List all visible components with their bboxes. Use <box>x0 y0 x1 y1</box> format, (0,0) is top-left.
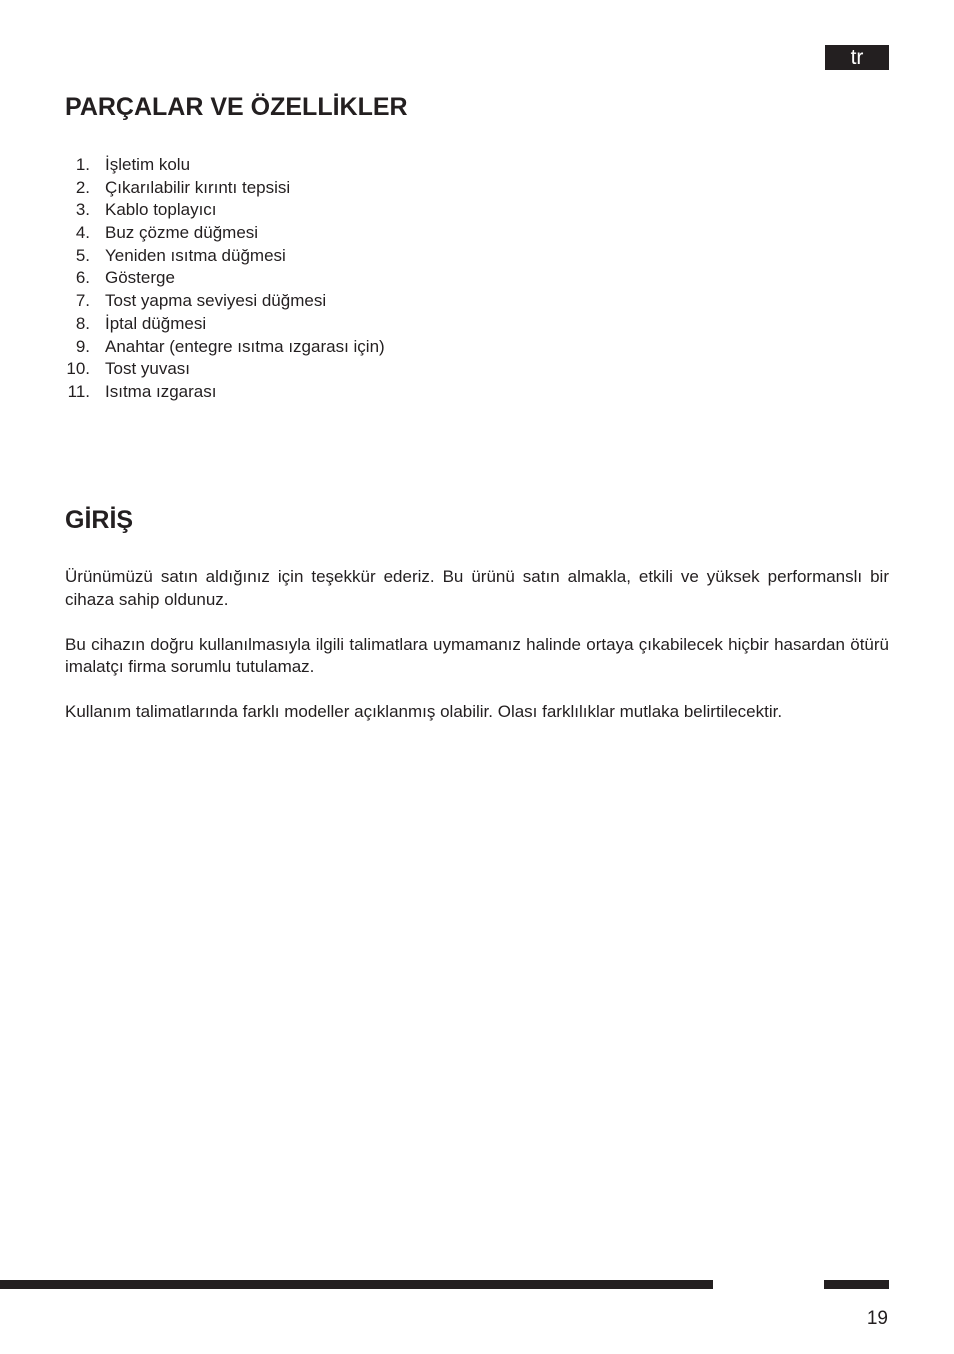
parts-list <box>64 154 385 404</box>
list-item <box>64 267 385 290</box>
item-label: Isıtma ızgarası <box>105 381 217 401</box>
item-number: 8. <box>75 313 90 333</box>
item-number: 4. <box>75 223 90 243</box>
item-number: 2. <box>75 177 90 197</box>
item-label: Buz çözme düğmesi <box>105 223 259 243</box>
list-item <box>64 358 385 381</box>
item-label: Kablo toplayıcı <box>105 200 217 220</box>
list-item <box>64 245 385 268</box>
item-number: 9. <box>75 336 90 356</box>
intro-body <box>65 566 889 746</box>
intro-paragraph: Bu cihazın doğru kullanılmasıyla ilgili talimatlara uymamanız halinde ortaya çıkabilecek hiçbir hasardan ötürü imalatçı firma sorumlu tutulamaz. <box>65 634 889 676</box>
item-label: Tost yuvası <box>105 359 191 379</box>
intro-paragraph: Kullanım talimatlarında farklı modeller açıklanmış olabilir. Olası farklılıklar mutlaka belirtilecektir. <box>65 702 783 721</box>
list-item <box>64 222 385 245</box>
list-item <box>64 154 385 177</box>
intro-section-title: GİRİŞ <box>65 506 134 534</box>
language-tab: tr <box>825 45 889 70</box>
parts-section-title: PARÇALAR VE ÖZELLİKLER <box>65 93 408 121</box>
list-item <box>64 381 385 404</box>
item-label: İşletim kolu <box>105 155 191 174</box>
list-item <box>64 290 385 313</box>
page-number: 19 <box>866 1308 888 1329</box>
item-number: 1. <box>75 155 90 174</box>
item-number: 7. <box>75 291 90 311</box>
item-number: 5. <box>75 245 90 265</box>
list-item <box>64 177 385 200</box>
item-label: İptal düğmesi <box>105 313 207 333</box>
item-label: Çıkarılabilir kırıntı tepsisi <box>105 177 291 197</box>
intro-paragraph: Ürünümüzü satın aldığınız için teşekkür ederiz. Bu ürünü satın almakla, etkili ve yüksek performanslı bir cihaza sahip oldunuz. <box>65 567 889 609</box>
list-item <box>64 313 385 336</box>
item-number: 11. <box>67 381 90 401</box>
list-item <box>64 336 385 359</box>
item-label: Anahtar (entegre ısıtma ızgarası için) <box>105 336 385 356</box>
item-number: 6. <box>75 268 90 288</box>
item-number: 3. <box>75 200 90 220</box>
footer-rule <box>0 1280 713 1289</box>
item-label: Yeniden ısıtma düğmesi <box>105 245 286 265</box>
list-item <box>64 199 385 222</box>
item-label: Tost yapma seviyesi düğmesi <box>105 291 327 311</box>
item-number: 10. <box>66 359 90 379</box>
footer-rule-short <box>824 1280 889 1289</box>
item-label: Gösterge <box>105 268 175 288</box>
